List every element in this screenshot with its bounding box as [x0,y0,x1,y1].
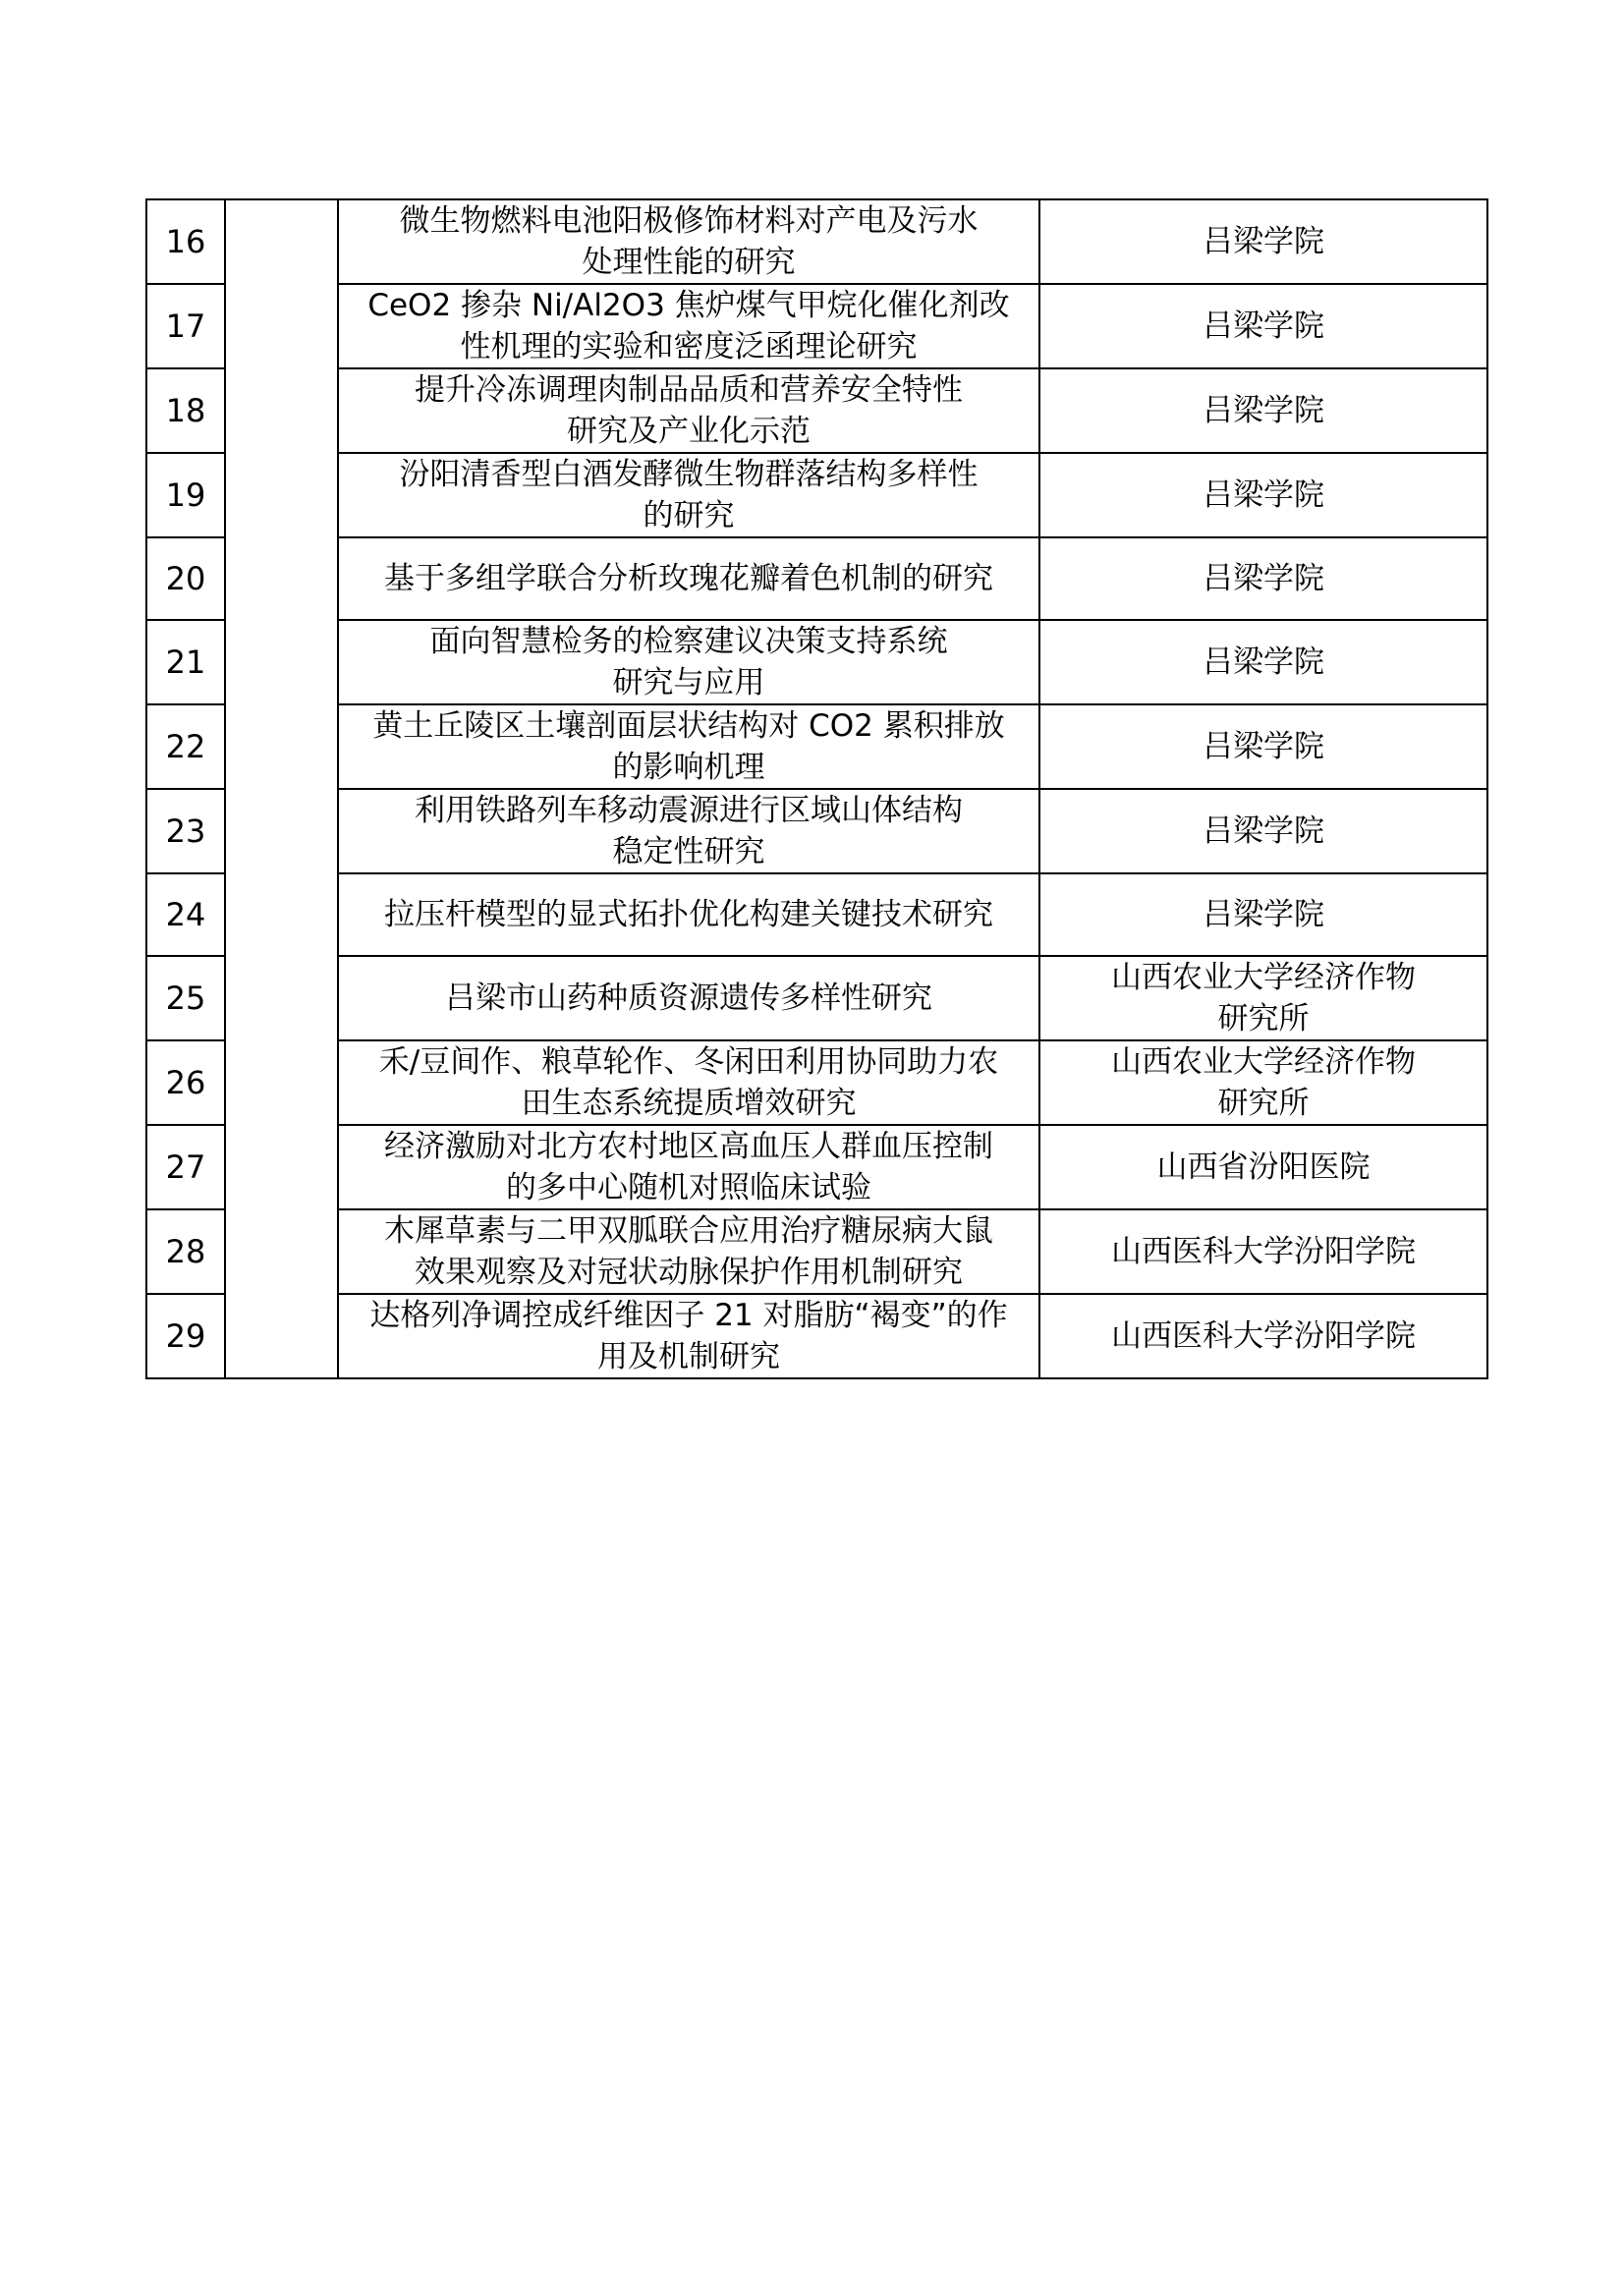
project-title: 经济激励对北方农村地区高血压人群血压控制 的多中心随机对照临床试验 [338,1125,1039,1209]
institution: 吕梁学院 [1039,199,1487,284]
institution: 吕梁学院 [1039,789,1487,873]
institution: 吕梁学院 [1039,620,1487,704]
table-row [146,873,1487,956]
row-number: 26 [146,1040,225,1125]
project-title: 拉压杆模型的显式拓扑优化构建关键技术研究 [338,873,1039,956]
institution: 山西省汾阳医院 [1039,1125,1487,1209]
institution: 吕梁学院 [1039,873,1487,956]
project-title: 黄土丘陵区土壤剖面层状结构对 CO2 累积排放 的影响机理 [338,704,1039,789]
institution: 山西医科大学汾阳学院 [1039,1209,1487,1294]
table-row [146,368,1487,453]
table-row [146,956,1487,1040]
project-title: 微生物燃料电池阳极修饰材料对产电及污水 处理性能的研究 [338,199,1039,284]
table-row [146,620,1487,704]
institution: 山西农业大学经济作物 研究所 [1039,1040,1487,1125]
row-number: 18 [146,368,225,453]
row-number: 16 [146,199,225,284]
row-number: 17 [146,284,225,368]
project-title: 禾/豆间作、粮草轮作、冬闲田利用协同助力农 田生态系统提质增效研究 [338,1040,1039,1125]
project-title: 木犀草素与二甲双胍联合应用治疗糖尿病大鼠 效果观察及对冠状动脉保护作用机制研究 [338,1209,1039,1294]
institution: 吕梁学院 [1039,284,1487,368]
institution: 山西农业大学经济作物 研究所 [1039,956,1487,1040]
row-number: 28 [146,1209,225,1294]
row-number: 29 [146,1294,225,1378]
institution: 吕梁学院 [1039,368,1487,453]
row-number: 22 [146,704,225,789]
institution: 吕梁学院 [1039,537,1487,620]
table-row [146,704,1487,789]
table-row [146,789,1487,873]
institution: 吕梁学院 [1039,453,1487,537]
project-title: 利用铁路列车移动震源进行区域山体结构 稳定性研究 [338,789,1039,873]
row-number: 20 [146,537,225,620]
project-title: 提升冷冻调理肉制品品质和营养安全特性 研究及产业化示范 [338,368,1039,453]
row-number: 24 [146,873,225,956]
table-row [146,1209,1487,1294]
table-row [146,199,1487,284]
institution: 山西医科大学汾阳学院 [1039,1294,1487,1378]
category-cell [225,199,338,1378]
project-title: 面向智慧检务的检察建议决策支持系统 研究与应用 [338,620,1039,704]
row-number: 25 [146,956,225,1040]
projects-table [145,198,1488,1379]
project-title: CeO2 掺杂 Ni/Al2O3 焦炉煤气甲烷化催化剂改 性机理的实验和密度泛函理论研究 [338,284,1039,368]
institution: 吕梁学院 [1039,704,1487,789]
row-number: 27 [146,1125,225,1209]
table-row [146,453,1487,537]
table-row [146,1125,1487,1209]
table-row [146,284,1487,368]
project-title: 汾阳清香型白酒发酵微生物群落结构多样性 的研究 [338,453,1039,537]
table-row [146,537,1487,620]
project-title: 达格列净调控成纤维因子 21 对脂肪“褐变”的作 用及机制研究 [338,1294,1039,1378]
row-number: 21 [146,620,225,704]
table-row [146,1294,1487,1378]
project-title: 吕梁市山药种质资源遗传多样性研究 [338,956,1039,1040]
row-number: 19 [146,453,225,537]
project-title: 基于多组学联合分析玫瑰花瓣着色机制的研究 [338,537,1039,620]
row-number: 23 [146,789,225,873]
table-row [146,1040,1487,1125]
